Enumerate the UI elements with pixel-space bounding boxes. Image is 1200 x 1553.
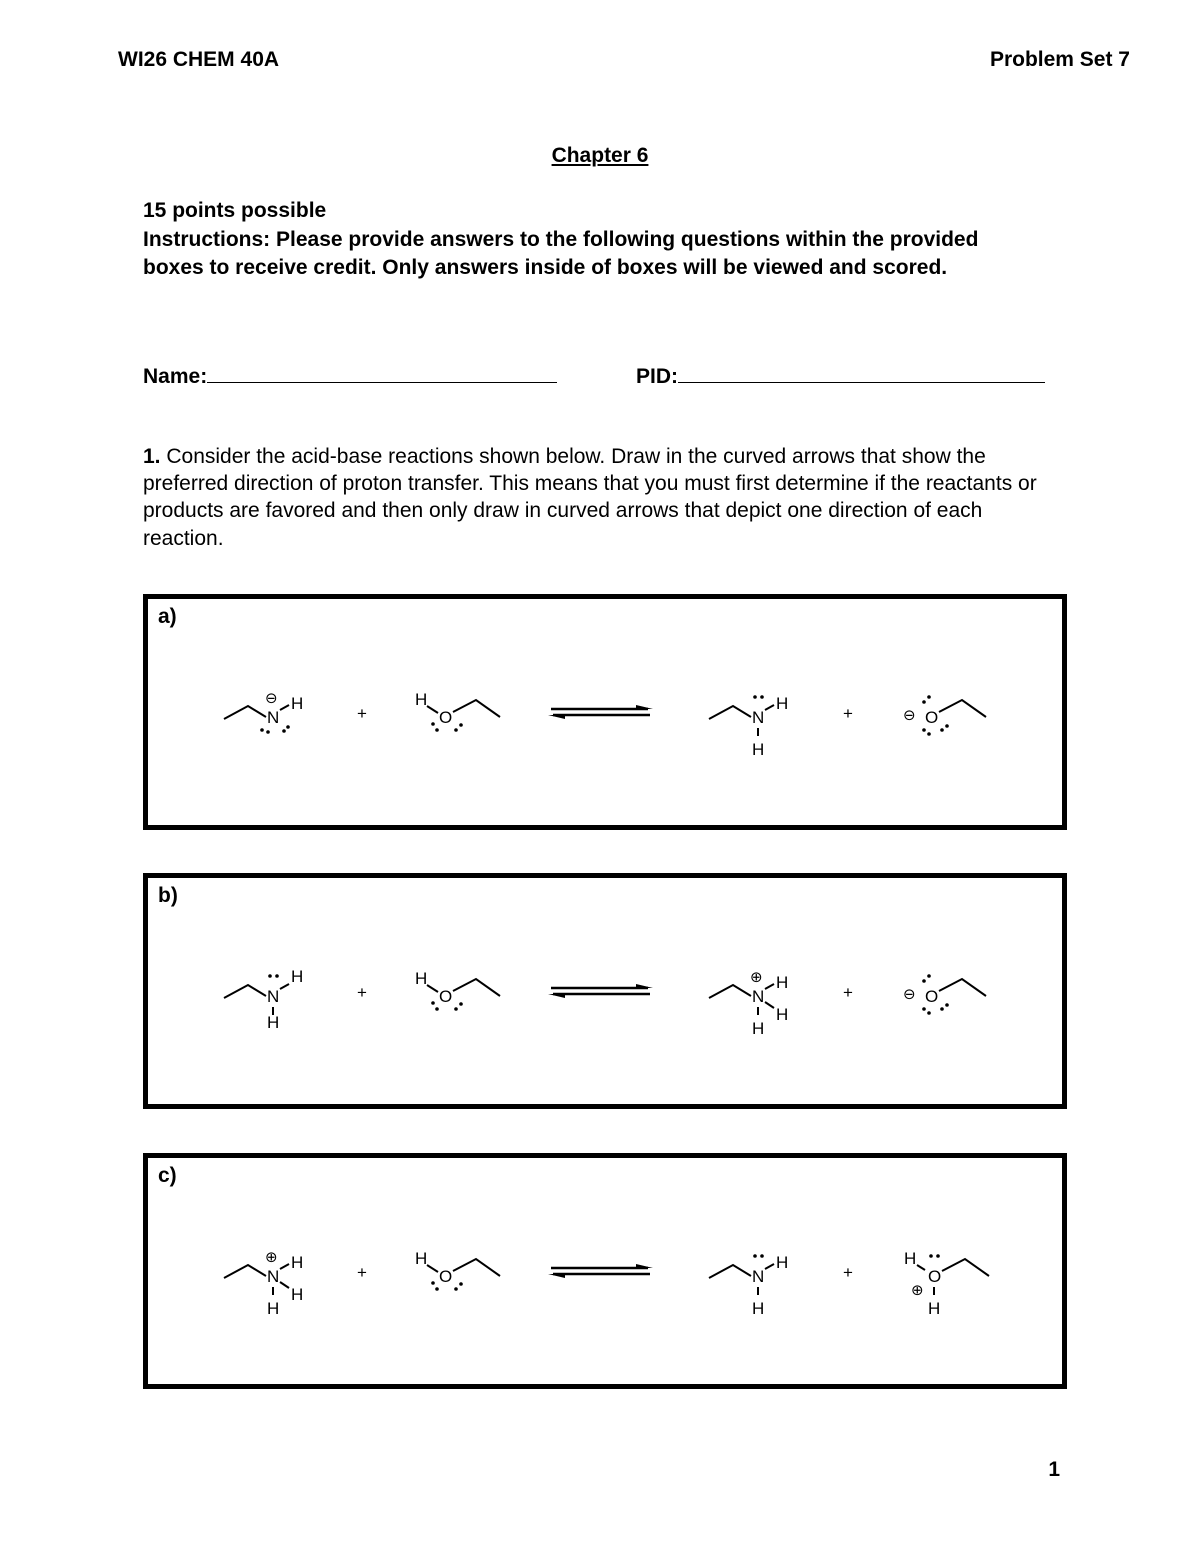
reaction-a-diagram bbox=[148, 599, 1062, 825]
atom-o: O bbox=[925, 708, 939, 727]
atom-h: H bbox=[752, 740, 765, 759]
atom-h: H bbox=[928, 1299, 941, 1318]
answer-box-b[interactable] bbox=[143, 873, 1067, 1109]
atom-h: H bbox=[291, 694, 304, 713]
reactant1-b bbox=[224, 967, 303, 1032]
pos-charge-icon: ⊕ bbox=[265, 1249, 278, 1266]
pid-field bbox=[636, 360, 1045, 389]
plus-sign: + bbox=[843, 1263, 853, 1282]
reactant2-a bbox=[415, 690, 500, 732]
atom-o: O bbox=[925, 987, 939, 1006]
pos-charge-icon: ⊕ bbox=[911, 1282, 924, 1299]
reactant2-c bbox=[415, 1249, 500, 1291]
atom-h: H bbox=[904, 1249, 917, 1268]
plus-sign: + bbox=[357, 704, 367, 723]
name-field bbox=[143, 360, 557, 389]
box-label-c: c) bbox=[158, 1164, 177, 1187]
reaction-c-diagram bbox=[148, 1158, 1062, 1384]
question-1 bbox=[143, 443, 1063, 552]
plus-sign: + bbox=[843, 704, 853, 723]
atom-h: H bbox=[267, 1299, 280, 1318]
atom-h: H bbox=[776, 1005, 789, 1024]
atom-n: N bbox=[267, 708, 280, 727]
atom-h: H bbox=[291, 967, 304, 986]
atom-o: O bbox=[928, 1267, 942, 1286]
plus-sign: + bbox=[843, 983, 853, 1002]
answer-box-a[interactable] bbox=[143, 594, 1067, 830]
question-text: Consider the acid-base reactions shown below. Draw in the curved arrows that show the preferred direction of proton transfer. This means that you must first determine if the reactants or products are favored and then only draw in curved arrows that depict one direction of each reaction. bbox=[143, 445, 1037, 550]
name-label: Name: bbox=[143, 365, 208, 388]
atom-h: H bbox=[267, 1013, 280, 1032]
equilibrium-arrow bbox=[548, 1264, 653, 1278]
equilibrium-arrow bbox=[548, 984, 653, 998]
reactant1-c bbox=[224, 1249, 303, 1318]
product2-c bbox=[904, 1249, 989, 1318]
pos-charge-icon: ⊕ bbox=[750, 969, 763, 986]
atom-n: N bbox=[267, 1267, 280, 1286]
chapter-heading: Chapter 6 bbox=[551, 144, 649, 167]
name-blank[interactable] bbox=[207, 360, 557, 383]
atom-h: H bbox=[752, 1019, 765, 1038]
product2-b bbox=[903, 974, 986, 1015]
answer-box-c[interactable] bbox=[143, 1153, 1067, 1389]
product1-b bbox=[709, 969, 788, 1038]
pid-blank[interactable] bbox=[678, 360, 1045, 383]
plus-sign: + bbox=[357, 983, 367, 1002]
question-number: 1. bbox=[143, 445, 161, 468]
atom-n: N bbox=[267, 987, 280, 1006]
course-title: WI26 CHEM 40A bbox=[118, 48, 280, 71]
neg-charge-icon: ⊖ bbox=[903, 986, 916, 1003]
atom-n: N bbox=[752, 987, 765, 1006]
neg-charge-icon: ⊖ bbox=[265, 690, 278, 707]
atom-n: N bbox=[752, 1267, 765, 1286]
atom-h: H bbox=[776, 1253, 789, 1272]
atom-o: O bbox=[439, 1267, 453, 1286]
reactant1-a bbox=[224, 690, 303, 734]
atom-h: H bbox=[776, 973, 789, 992]
atom-o: O bbox=[439, 987, 453, 1006]
atom-h: H bbox=[415, 969, 428, 988]
atom-h: H bbox=[776, 694, 789, 713]
atom-h: H bbox=[291, 1285, 304, 1304]
points-possible: 15 points possible bbox=[143, 199, 327, 222]
reactant2-b bbox=[415, 969, 500, 1011]
atom-n: N bbox=[752, 708, 765, 727]
problem-set-title: Problem Set 7 bbox=[989, 48, 1130, 71]
equilibrium-arrow bbox=[548, 705, 653, 719]
neg-charge-icon: ⊖ bbox=[903, 707, 916, 724]
product1-a bbox=[709, 694, 788, 759]
atom-h: H bbox=[291, 1253, 304, 1272]
instructions-text: Instructions: Please provide answers to the following questions within the provided boxes to receive credit. Only answers inside of boxes will be viewed and scored. bbox=[143, 228, 979, 279]
reaction-b-diagram bbox=[148, 878, 1062, 1104]
pid-label: PID: bbox=[636, 365, 678, 388]
product1-c bbox=[709, 1253, 788, 1318]
atom-h: H bbox=[415, 1249, 428, 1268]
atom-h: H bbox=[752, 1299, 765, 1318]
atom-o: O bbox=[439, 708, 453, 727]
plus-sign: + bbox=[357, 1263, 367, 1282]
page-number: 1 bbox=[1048, 1458, 1060, 1481]
product2-a bbox=[903, 695, 986, 736]
box-label-a: a) bbox=[158, 605, 177, 628]
box-label-b: b) bbox=[158, 884, 178, 907]
atom-h: H bbox=[415, 690, 428, 709]
